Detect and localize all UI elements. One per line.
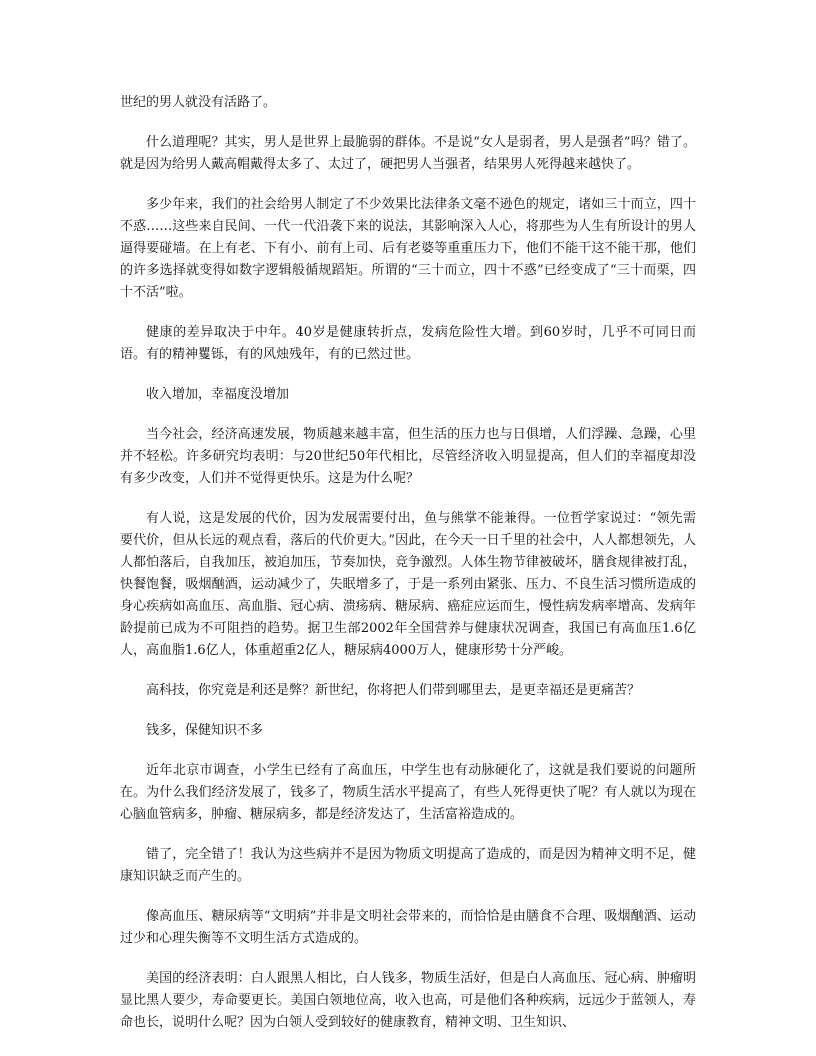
paragraph: 错了，完全错了！我认为这些病并不是因为物质文明提高了造成的，而是因为精神文明不足，健康知识缺乏而产生的。 (120, 847, 696, 884)
paragraph: 健康的差异取决于中年。40岁是健康转折点，发病危险性大增。到60岁时，几乎不可同日而语。有的精神矍铄，有的风烛残年，有的已然过世。 (120, 325, 696, 362)
paragraph: 什么道理呢？其实，男人是世界上最脆弱的群体。不是说“女人是弱者，男人是强者”吗？错了。就是因为给男人戴高帽戴得太多了、太过了，硬把男人当强者，结果男人死得越来越快了。 (120, 135, 696, 172)
paragraph: 美国的经济表明：白人跟黑人相比，白人钱多，物质生活好，但是白人高血压、冠心病、肿瘤明显比黑人要少，寿命要更长。美国白领地位高，收入也高，可是他们各种疾病，远远少于蓝领人，寿命也长，说明什么呢？因为白领人受到较好的健康教育，精神文明、卫生知识、 (120, 971, 696, 1030)
paragraph: 多少年来，我们的社会给男人制定了不少效果比法律条文毫不逊色的规定，诸如三十而立，四十不惑……这些来自民间、一代一代沿袭下来的说法，其影响深入人心，将那些为人生有所设计的男人逼得要碰墙。在上有老、下有小、前有上司、后有老婆等重重压力下，他们不能干这不能干那，他们的许多选择就变得如数字逻辑般循规蹈矩。所谓的“三十而立，四十不惑”已经变成了“三十而栗，四十不活”啦。 (120, 197, 696, 300)
article-body (120, 92, 696, 1052)
paragraph: 当今社会，经济高速发展，物质越来越丰富，但生活的压力也与日俱增，人们浮躁、急躁，心里并不轻松。许多研究均表明：与20世纪50年代相比，尽管经济收入明显提高，但人们的幸福度却没有多少改变，人们并不觉得更快乐。这是为什么呢？ (120, 427, 696, 486)
paragraph: 近年北京市调查，小学生已经有了高血压，中学生也有动脉硬化了，这就是我们要说的问题所在。为什么我们经济发展了，钱多了，物质生活水平提高了，有些人死得更快了呢？有人就以为现在心脑血管病多，肿瘤、糖尿病多，都是经济发达了，生活富裕造成的。 (120, 763, 696, 822)
paragraph: 有人说，这是发展的代价，因为发展需要付出，鱼与熊掌不能兼得。一位哲学家说过：“领先需要代价，但从长远的观点看，落后的代价更大。”因此，在今天一日千里的社会中，人人都想领先，人人都怕落后，自我加压，被迫加压，节奏加快，竞争激烈。人体生物节律被破坏，膳食规律被打乱，快餐饱餐，吸烟酗酒，运动减少了，失眠增多了，于是一系列由紧张、压力、不良生活习惯所造成的身心疾病如高血压、高血脂、冠心病、溃疡病、糖尿病、癌症应运而生，慢性病发病率增高、发病年龄提前已成为不可阻挡的趋势。据卫生部2002年全国营养与健康状况调查，我国已有高血压1.6亿人，高血脂1.6亿人，体重超重2亿人，糖尿病4000万人，健康形势十分严峻。 (120, 511, 696, 658)
paragraph: 像高血压、糖尿病等“文明病”并非是文明社会带来的，而恰恰是由膳食不合理、吸烟酗酒、运动过少和心理失衡等不文明生活方式造成的。 (120, 909, 696, 946)
section-heading: 钱多，保健知识不多 (146, 723, 264, 738)
paragraph: 高科技，你究竟是利还是弊？新世纪，你将把人们带到哪里去，是更幸福还是更痛苦？ (146, 683, 641, 698)
paragraph-continuation: 世纪的男人就没有活路了。 (120, 95, 277, 110)
section-heading: 收入增加，幸福度没增加 (146, 387, 290, 402)
